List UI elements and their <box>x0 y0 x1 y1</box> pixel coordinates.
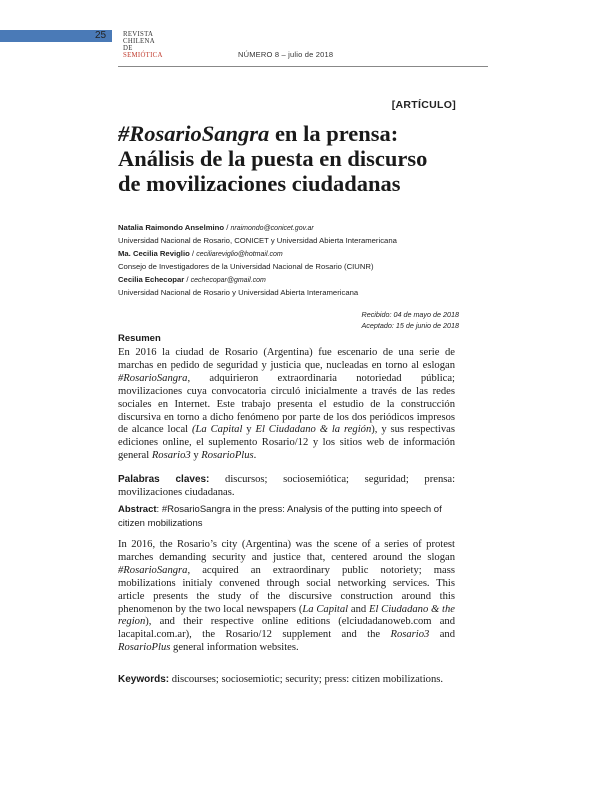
abstract-site: RosarioPlus <box>118 642 171 654</box>
resumen-text <box>118 347 455 463</box>
journal-logo-line: DE <box>123 45 133 52</box>
author-affiliation: Consejo de Investigadores de la Universidad Nacional de Rosario (CIUNR) <box>118 262 374 272</box>
header-divider <box>118 66 488 67</box>
journal-logo-line: CHILENA <box>123 38 155 45</box>
resumen-heading: Resumen <box>118 333 161 344</box>
page-number: 25 <box>95 30 107 41</box>
resumen-segment: En 2016 la ciudad de Rosario (Argentina) fue escenario de una serie de marchas en pedido de seguridad y justicia que, nucleadas en torno al eslogan <box>118 347 455 371</box>
abstract-hashtag: #RosarioSangra <box>118 564 188 576</box>
resumen-segment: . <box>253 450 257 462</box>
resumen-segment: , adquirieron extraordinaria notoriedad pública; movilizaciones cuya convocatoria circuló inicialmente a través de las redes sociales en Internet. Este trabajo presenta el estudio de la construcción discursiva en torno a dicho fenómeno por parte de los dos periódicos impresos de alcance local <box>118 372 455 436</box>
abstract-heading <box>118 503 458 531</box>
author-entry <box>118 222 463 235</box>
resumen-segment: ), y sus respectivas ediciones online, el suplemento Rosario/12 y los sitios web de información general <box>118 424 455 462</box>
resumen-site: Rosario3 <box>151 450 191 462</box>
author-email[interactable]: nraimondo@conicet.gov.ar <box>230 225 314 232</box>
author-name: Cecilia Echecopar <box>118 274 185 284</box>
keywords-text: discourses; sociosemiotic; security; press: citizen mobilizations. <box>169 674 444 685</box>
abstract-segment: , acquired an extraordinary public notoriety; mass mobilizations initialy convened through social networking services. This article presents the study of the discursive construction around this phenomenon by the two local newspapers ( <box>118 564 455 615</box>
author-entry <box>118 274 463 287</box>
author-name: Ma. Cecilia Reviglio <box>118 248 190 258</box>
author-separator: / <box>189 248 197 258</box>
abstract-segment: and <box>429 629 455 641</box>
abstract-segment: In 2016, the Rosario’s city (Argentina) was the scene of a series of protest marches demanding security and justice that, centered around the slogan <box>118 539 455 563</box>
keywords <box>118 674 455 687</box>
author-list <box>118 222 463 299</box>
resumen-site: RosarioPlus <box>201 450 254 462</box>
palabras-claves-label: Palabras claves: <box>118 474 210 485</box>
abstract-newspaper: La Capital <box>302 603 349 615</box>
resumen-segment: y <box>242 424 256 436</box>
article-title <box>118 121 458 196</box>
title-line2: Análisis de la puesta en discurso <box>118 146 428 171</box>
title-hashtag: #RosarioSangra <box>118 121 270 146</box>
abstract-label: Abstract <box>118 504 157 515</box>
abstract-segment: and <box>348 603 369 615</box>
author-email[interactable]: cechecopar@gmail.com <box>190 276 266 284</box>
resumen-newspaper: (La Capital <box>192 424 243 436</box>
accepted-date: Aceptado: 15 de junio de 2018 <box>361 321 459 330</box>
journal-logo-line: REVISTA <box>123 31 154 38</box>
received-date: Recibido: 04 de mayo de 2018 <box>361 310 459 319</box>
author-separator: / <box>224 223 231 232</box>
author-separator: / <box>184 274 191 284</box>
resumen-newspaper: El Ciudadano & la región <box>255 424 372 436</box>
title-line1: en la prensa: <box>269 121 399 146</box>
journal-logo-line: SEMIÓTICA <box>123 52 163 59</box>
title-line3: de movilizaciones ciudadanas <box>118 171 401 196</box>
keywords-label: Keywords: <box>118 674 170 685</box>
palabras-claves <box>118 474 455 500</box>
abstract-text <box>118 539 455 655</box>
abstract-segment: general information websites. <box>170 642 299 654</box>
section-label: [ARTÍCULO] <box>391 99 456 111</box>
submission-dates <box>361 309 459 331</box>
author-name: Natalia Raimondo Anselmino <box>118 223 225 232</box>
abstract-title: : #RosarioSangra in the press: Analysis of the putting into speech of citizen mobilizations <box>118 504 442 529</box>
journal-logo <box>123 31 163 59</box>
author-affiliation: Universidad Nacional de Rosario y Universidad Abierta Interamericana <box>118 288 359 298</box>
issue-info: NÚMERO 8 – julio de 2018 <box>238 50 334 59</box>
abstract-site: Rosario3 <box>390 629 430 641</box>
resumen-hashtag: #RosarioSangra <box>118 372 188 384</box>
author-entry <box>118 248 463 261</box>
abstract-segment: ), and their respective online editions (elciudadanoweb.com and lacapital.com.ar), the Rosario/12 supplement and the <box>118 616 455 641</box>
abstract-newspaper: El Ciudadano & the region <box>118 603 456 628</box>
resumen-segment: y <box>190 450 202 462</box>
author-email[interactable]: ceciliareviglio@hotmail.com <box>196 250 283 258</box>
author-affiliation: Universidad Nacional de Rosario, CONICET y Universidad Abierta Interamericana <box>118 236 397 246</box>
palabras-claves-text: discursos; sociosemiótica; seguridad; prensa: movilizaciones ciudadanas. <box>118 474 456 498</box>
